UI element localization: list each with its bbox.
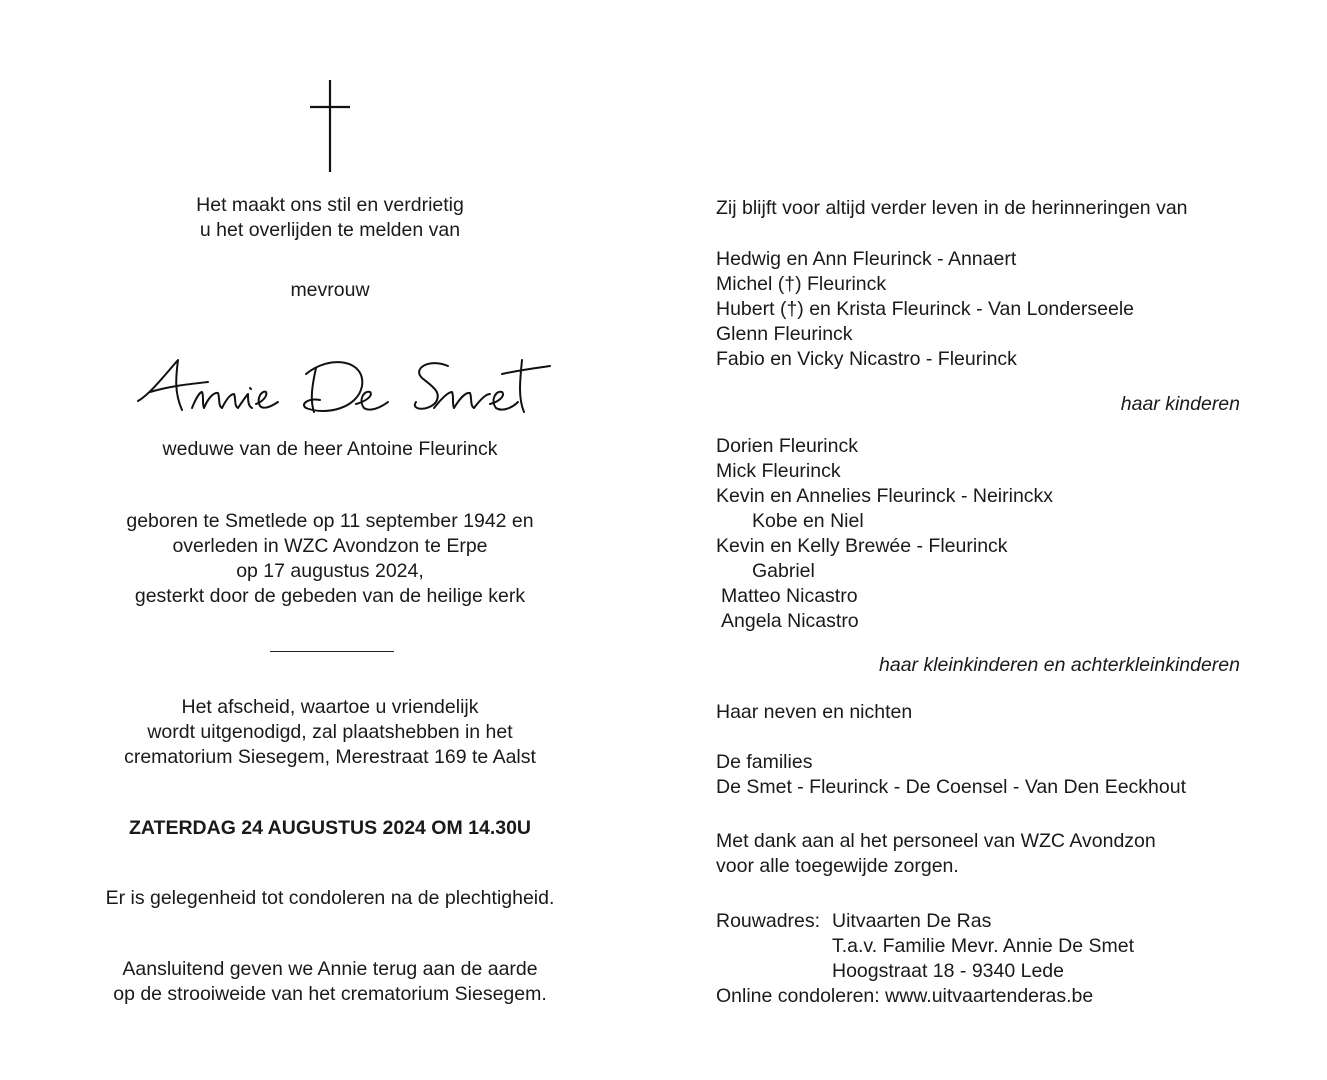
grandchild-4: Kevin en Kelly Brewée - Fleurinck bbox=[716, 535, 1008, 557]
thanks-line-2: voor alle toegewijde zorgen. bbox=[716, 855, 959, 877]
deceased-name-signature bbox=[130, 346, 555, 422]
condolence-note: Er is gelegenheid tot condoleren na de plechtigheid. bbox=[105, 887, 555, 909]
address-line-3: Hoogstraat 18 - 9340 Lede bbox=[832, 960, 1065, 982]
grandchild-2: Mick Fleurinck bbox=[716, 460, 841, 482]
birth-line-2: overleden in WZC Avondzon te Erpe bbox=[172, 535, 488, 557]
remembrance-intro: Zij blijft voor altijd verder leven in de herinneringen van bbox=[716, 197, 1188, 219]
child-4: Glenn Fleurinck bbox=[716, 323, 853, 345]
families-title: De families bbox=[716, 751, 813, 773]
great-grandchild-1: Kobe en Niel bbox=[752, 510, 864, 532]
child-3: Hubert (†) en Krista Fleurinck - Van Londerseele bbox=[716, 298, 1135, 320]
grandchild-1: Dorien Fleurinck bbox=[716, 435, 858, 457]
ashes-line-2: op de strooiweide van het crematorium Siesegem. bbox=[113, 983, 547, 1005]
nephews-nieces: Haar neven en nichten bbox=[716, 701, 913, 723]
grandchild-6: Angela Nicastro bbox=[721, 610, 859, 632]
ashes-line-1: Aansluitend geven we Annie terug aan de aarde bbox=[122, 958, 538, 980]
birth-line-3: op 17 augustus 2024, bbox=[236, 560, 424, 582]
birth-line-1: geboren te Smetlede op 11 september 1942 en bbox=[126, 510, 534, 532]
grandchildren-label: haar kleinkinderen en achterkleinkinderen bbox=[879, 654, 1240, 676]
families-list: De Smet - Fleurinck - De Coensel - Van Den Eeckhout bbox=[716, 776, 1186, 798]
address-line-1: Uitvaarten De Ras bbox=[832, 910, 992, 932]
cross-icon bbox=[310, 80, 350, 172]
child-1: Hedwig en Ann Fleurinck - Annaert bbox=[716, 248, 1017, 270]
child-5: Fabio en Vicky Nicastro - Fleurinck bbox=[716, 348, 1017, 370]
ceremony-date: ZATERDAG 24 AUGUSTUS 2024 OM 14.30U bbox=[128, 817, 532, 839]
farewell-line-3: crematorium Siesegem, Merestraat 169 te Aalst bbox=[124, 746, 536, 768]
divider-line bbox=[270, 651, 394, 652]
birth-line-4: gesterkt door de gebeden van de heilige kerk bbox=[134, 585, 526, 607]
intro-line-1: Het maakt ons stil en verdrietig bbox=[196, 194, 464, 216]
child-2: Michel (†) Fleurinck bbox=[716, 273, 887, 295]
farewell-line-2: wordt uitgenodigd, zal plaatshebben in het bbox=[147, 721, 513, 743]
widow-of: weduwe van de heer Antoine Fleurinck bbox=[162, 438, 498, 460]
address-label: Rouwadres: bbox=[716, 910, 821, 932]
children-label: haar kinderen bbox=[1120, 393, 1240, 415]
online-condolence: Online condoleren: www.uitvaartenderas.be bbox=[716, 985, 1094, 1007]
grandchild-5: Matteo Nicastro bbox=[721, 585, 858, 607]
intro-line-2: u het overlijden te melden van bbox=[199, 219, 461, 241]
address-line-2: T.a.v. Familie Mevr. Annie De Smet bbox=[832, 935, 1134, 957]
honorific: mevrouw bbox=[290, 279, 370, 301]
farewell-line-1: Het afscheid, waartoe u vriendelijk bbox=[181, 696, 479, 718]
thanks-line-1: Met dank aan al het personeel van WZC Avondzon bbox=[716, 830, 1156, 852]
great-grandchild-2: Gabriel bbox=[752, 560, 815, 582]
grandchild-3: Kevin en Annelies Fleurinck - Neirinckx bbox=[716, 485, 1054, 507]
